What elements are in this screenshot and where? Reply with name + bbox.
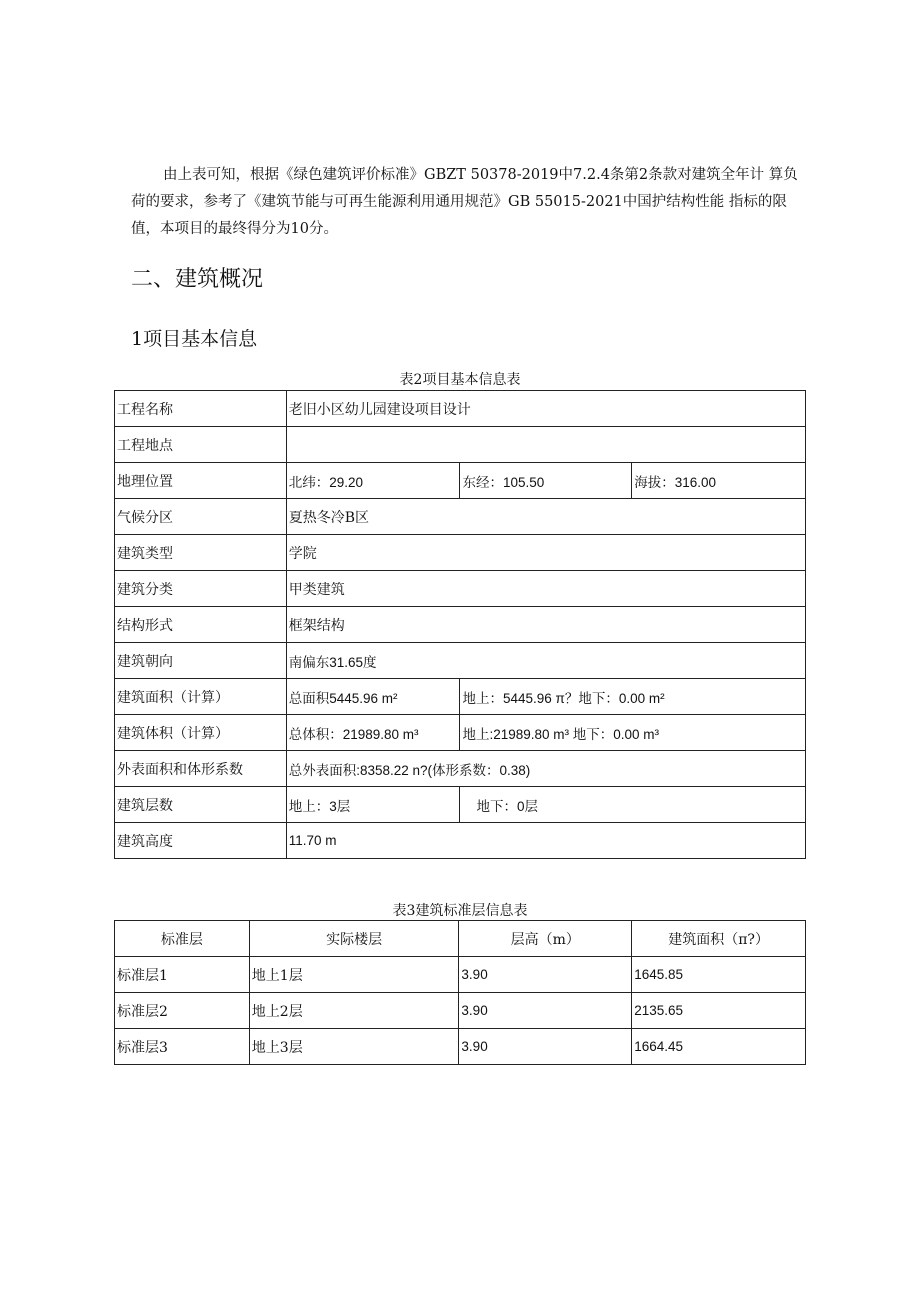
table-row: [115, 391, 806, 427]
floor-area-cell: 2135.65: [632, 993, 806, 1029]
project-info-table: [114, 390, 806, 859]
label-cell: 建筑高度: [115, 823, 287, 859]
table-row: [115, 823, 806, 859]
value-cell: 学院: [286, 535, 805, 571]
total-volume-cell: 总体积：21989.80 m³: [286, 715, 460, 751]
total-area-cell: 总面积5445.96 m²: [286, 679, 460, 715]
table-row: [115, 643, 806, 679]
table-row: [115, 535, 806, 571]
value-cell: 总外表面积:8358.22 n?(体形系数：0.38): [286, 751, 805, 787]
volume-split-cell: 地上:21989.80 m³ 地下：0.00 m³: [460, 715, 806, 751]
section-title: 二、建筑概况: [131, 267, 264, 292]
label-cell: 建筑体积（计算）: [115, 715, 287, 751]
table2-caption: 表2项目基本信息表: [399, 372, 521, 388]
header-floor-area: 建筑面积（π?）: [632, 921, 806, 957]
header-standard-floor: 标准层: [115, 921, 250, 957]
actual-floor-cell: 地上1层: [249, 957, 459, 993]
longitude-cell: 东经：105.50: [460, 463, 632, 499]
table-row: [115, 1029, 806, 1065]
label-cell: 工程名称: [115, 391, 287, 427]
value-cell: 南偏东31.65度: [286, 643, 805, 679]
standard-floor-cell: 标准层3: [115, 1029, 250, 1065]
floor-height-cell: 3.90: [459, 1029, 632, 1065]
label-cell: 建筑层数: [115, 787, 287, 823]
area-split-cell: 地上：5445.96 π？地下：0.00 m²: [460, 679, 806, 715]
table3-caption: 表3建筑标准层信息表: [392, 903, 528, 919]
value-cell: 框架结构: [286, 607, 805, 643]
table-row: [115, 571, 806, 607]
label-cell: 建筑面积（计算）: [115, 679, 287, 715]
label-cell: 建筑分类: [115, 571, 287, 607]
standard-floor-cell: 标准层1: [115, 957, 250, 993]
altitude-cell: 海拔：316.00: [632, 463, 806, 499]
label-cell: 外表面积和体形系数: [115, 751, 287, 787]
table-row: [115, 957, 806, 993]
standard-floor-table: [114, 920, 806, 1065]
table-header-row: [115, 921, 806, 957]
label-cell: 建筑朝向: [115, 643, 287, 679]
label-cell: 地理位置: [115, 463, 287, 499]
standard-floor-cell: 标准层2: [115, 993, 250, 1029]
floor-height-cell: 3.90: [459, 993, 632, 1029]
value-cell: 老旧小区幼儿园建设项目设计: [286, 391, 805, 427]
floor-area-cell: 1664.45: [632, 1029, 806, 1065]
header-floor-height: 层高（m）: [459, 921, 632, 957]
table-row: [115, 993, 806, 1029]
table-row: [115, 463, 806, 499]
actual-floor-cell: 地上2层: [249, 993, 459, 1029]
label-cell: 气候分区: [115, 499, 287, 535]
table-row: [115, 427, 806, 463]
label-cell: 建筑类型: [115, 535, 287, 571]
label-cell: 结构形式: [115, 607, 287, 643]
intro-paragraph: 由上表可知，根据《绿色建筑评价标准》GBZT 50378-2019中7.2.4条第2条款对建筑全年计 算负荷的要求，参考了《建筑节能与可再生能源利用通用规范》GB 55015-2021中国护结构性能 指标的限值，本项目的最终得分为10分。: [131, 167, 798, 237]
value-cell: 夏热冬冷B区: [286, 499, 805, 535]
table-row: [115, 607, 806, 643]
table-row: [115, 751, 806, 787]
value-cell: 11.70 m: [286, 823, 805, 859]
table-row: [115, 679, 806, 715]
actual-floor-cell: 地上3层: [249, 1029, 459, 1065]
value-cell: [286, 427, 805, 463]
table-row: [115, 715, 806, 751]
table-row: [115, 499, 806, 535]
floors-below-cell: 地下：0层: [460, 787, 806, 823]
floor-height-cell: 3.90: [459, 957, 632, 993]
latitude-cell: 北纬：29.20: [286, 463, 460, 499]
label-cell: 工程地点: [115, 427, 287, 463]
value-cell: 甲类建筑: [286, 571, 805, 607]
floor-area-cell: 1645.85: [632, 957, 806, 993]
floors-above-cell: 地上：3层: [286, 787, 460, 823]
subsection-title: 1项目基本信息: [131, 328, 258, 350]
table-row: [115, 787, 806, 823]
header-actual-floor: 实际楼层: [249, 921, 459, 957]
